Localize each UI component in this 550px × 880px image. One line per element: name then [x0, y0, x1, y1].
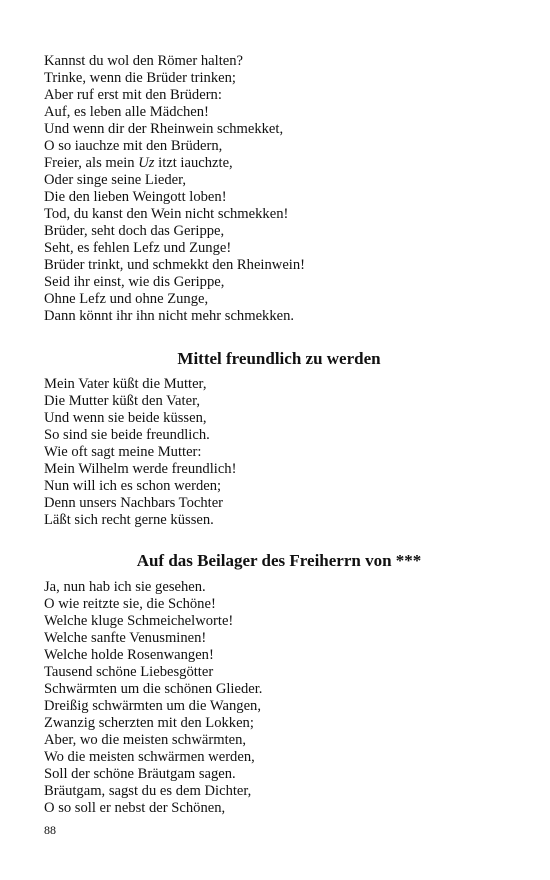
verse-line: Tod, du kanst den Wein nicht schmekken!: [44, 206, 289, 222]
verse-line: Läßt sich recht gerne küssen.: [44, 512, 214, 528]
verse-line: Seht, es fehlen Lefz und Zunge!: [44, 240, 232, 256]
poem-3-title: Auf das Beilager des Freiherrn von ***: [136, 551, 422, 570]
poem-1-stanza: [44, 53, 514, 325]
verse-line: Dreißig schwärmten um die Wangen,: [44, 698, 261, 714]
verse-line: Und wenn dir der Rheinwein schmekket,: [44, 121, 284, 137]
verse-line: Seid ihr einst, wie dis Gerippe,: [44, 274, 225, 290]
verse-line: Dann könnt ihr ihn nicht mehr schmekken.: [44, 308, 295, 324]
verse-line: Ja, nun hab ich sie gesehen.: [44, 579, 206, 595]
verse-line: Kannst du wol den Römer halten?: [44, 53, 243, 69]
page-number: 88: [44, 823, 56, 837]
verse-line: Die Mutter küßt den Vater,: [44, 393, 200, 409]
verse-line: Welche sanfte Venusminen!: [44, 630, 207, 646]
verse-line: Die den lieben Weingott loben!: [44, 189, 227, 205]
verse-line: O wie reitzte sie, die Schöne!: [44, 596, 216, 612]
verse-line: Aber ruf erst mit den Brüdern:: [44, 87, 222, 103]
verse-line: Oder singe seine Lieder,: [44, 172, 187, 188]
poem-2-stanza: [44, 376, 514, 529]
verse-line: Wie oft sagt meine Mutter:: [44, 444, 202, 460]
verse-line: Denn unsers Nachbars Tochter: [44, 495, 224, 511]
verse-line: Aber, wo die meisten schwärmten,: [44, 732, 247, 748]
verse-line: O so iauchze mit den Brüdern,: [44, 138, 223, 154]
verse-line: Mein Vater küßt die Mutter,: [44, 376, 207, 392]
verse-line: Wo die meisten schwärmen werden,: [44, 749, 255, 765]
verse-line: Auf, es leben alle Mädchen!: [44, 104, 209, 120]
verse-segment: itzt iauchzte,: [158, 155, 233, 171]
verse-line: Brüder, seht doch das Gerippe,: [44, 223, 225, 239]
verse-line: Welche holde Rosenwangen!: [44, 647, 214, 663]
verse-line: Bräutgam, sagst du es dem Dichter,: [44, 783, 252, 799]
verse-segment: Freier, als mein: [44, 155, 135, 171]
verse-line: Welche kluge Schmeichelworte!: [44, 613, 234, 629]
poem-2-title: Mittel freundlich zu werden: [177, 349, 381, 368]
verse-line: Soll der schöne Bräutgam sagen.: [44, 766, 236, 782]
verse-line: Nun will ich es schon werden;: [44, 478, 222, 494]
verse-line: So sind sie beide freundlich.: [44, 427, 210, 443]
verse-name-uz: Uz: [138, 155, 155, 171]
verse-line: Schwärmten um die schönen Glieder.: [44, 681, 263, 697]
verse-line: Zwanzig scherzten mit den Lokken;: [44, 715, 254, 731]
poem-3-stanza: [44, 579, 514, 817]
verse-line: Tausend schöne Liebesgötter: [44, 664, 214, 680]
verse-line: Und wenn sie beide küssen,: [44, 410, 207, 426]
verse-line: O so soll er nebst der Schönen,: [44, 800, 226, 816]
verse-line: [44, 155, 514, 172]
verse-line: Trinke, wenn die Brüder trinken;: [44, 70, 236, 86]
verse-line: Brüder trinkt, und schmekkt den Rheinwein!: [44, 257, 306, 273]
verse-line: Mein Wilhelm werde freundlich!: [44, 461, 237, 477]
book-page: [44, 53, 514, 817]
verse-line: Ohne Lefz und ohne Zunge,: [44, 291, 209, 307]
